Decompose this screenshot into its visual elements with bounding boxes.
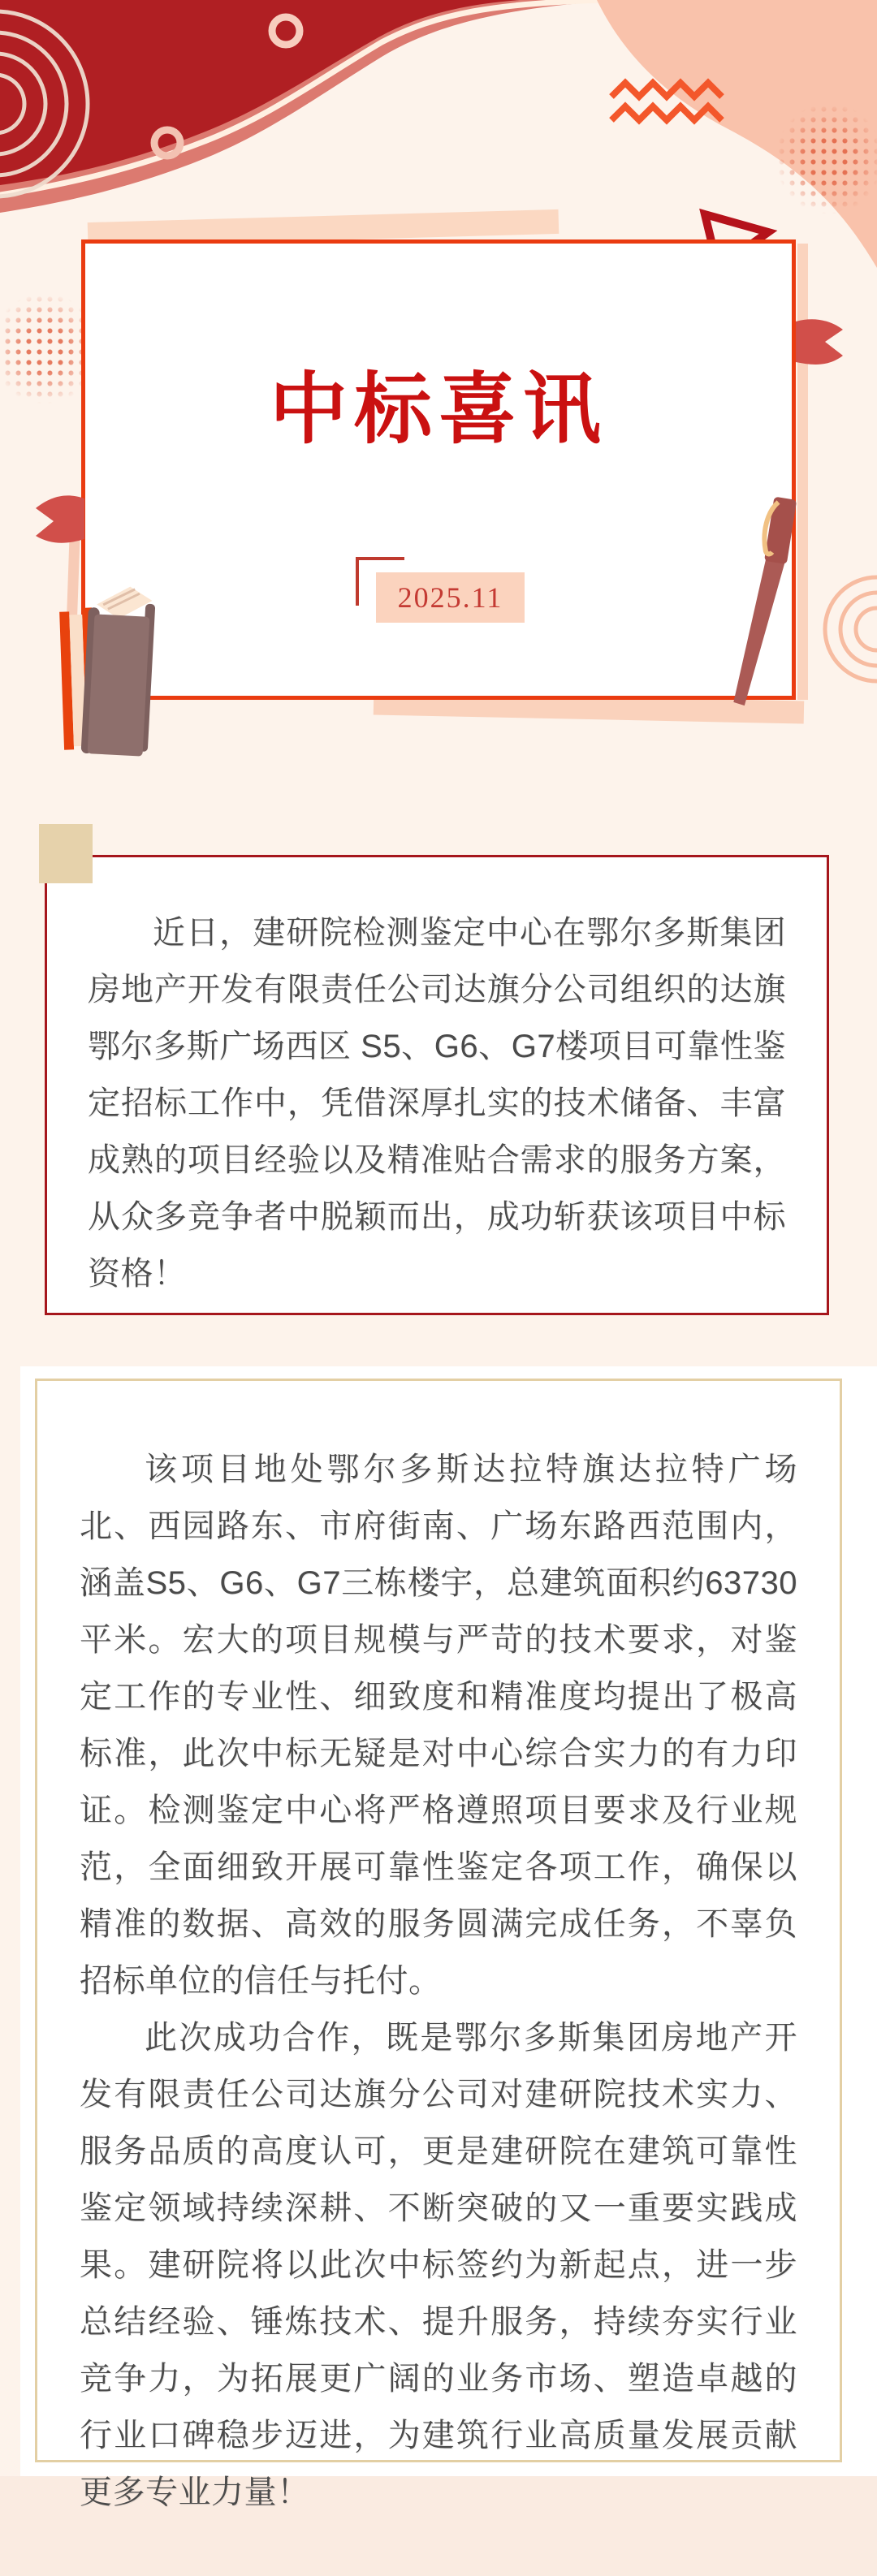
pen-icon	[728, 479, 809, 716]
detail-paragraph: 此次成功合作，既是鄂尔多斯集团房地产开发有限责任公司达旗分公司对建研院技术实力、服务品质的高度认可，更是建研院在建筑可靠性鉴定领域持续深耕、不断突破的又一重要实践成果。建研院将以此次中标签约为新起点，进一步总结经验、锤炼技术、提升服务，持续夯实行业竞争力，为拓展更广阔的业务市场、塑造卓越的行业口碑稳步迈进，为建筑行业高质量发展贡献更多专业力量！	[80, 2020, 797, 2510]
books-icon	[45, 563, 167, 762]
detail-text	[37, 1381, 840, 2521]
corner-square	[39, 824, 93, 883]
date-block	[356, 557, 542, 630]
header-card	[81, 239, 796, 700]
detail-paragraph: 该项目地处鄂尔多斯达拉特旗达拉特广场北、西园路东、市府街南、广场东路西范围内，涵盖S5、G6、G7三栋楼宇，总建筑面积约63730平米。宏大的项目规模与严苛的技术要求，对鉴定工作的专业性、细致度和精准度均提出了极高标准，此次中标无疑是对中心综合实力的有力印证。检测鉴定中心将严格遵照项目要求及行业规范，全面细致开展可靠性鉴定各项工作，确保以精准的数据、高效的服务圆满完成任务，不辜负招标单位的信任与托付。	[80, 1452, 797, 1999]
flag-icon	[26, 492, 86, 546]
concentric-circles-icon	[815, 568, 877, 690]
dot-grid-icon	[776, 104, 877, 214]
intro-paragraph: 近日，建研院检测鉴定中心在鄂尔多斯集团房地产开发有限责任公司达旗分公司组织的达旗鄂尔多斯广场西区 S5、G6、G7楼项目可靠性鉴定招标工作中，凭借深厚扎实的技术储备、丰富成熟的项目经验以及精准贴合需求的服务方案，从众多竞争者中脱颖而出，成功斩获该项目中标资格！	[88, 915, 786, 1292]
poster-title: 中标喜讯	[270, 366, 607, 453]
date-label: 2025.11	[376, 572, 525, 623]
intro-box	[45, 855, 829, 1315]
detail-box	[35, 1379, 842, 2510]
flag-icon	[794, 317, 851, 367]
zigzag-icon	[609, 76, 724, 127]
intro-text	[47, 857, 827, 1302]
